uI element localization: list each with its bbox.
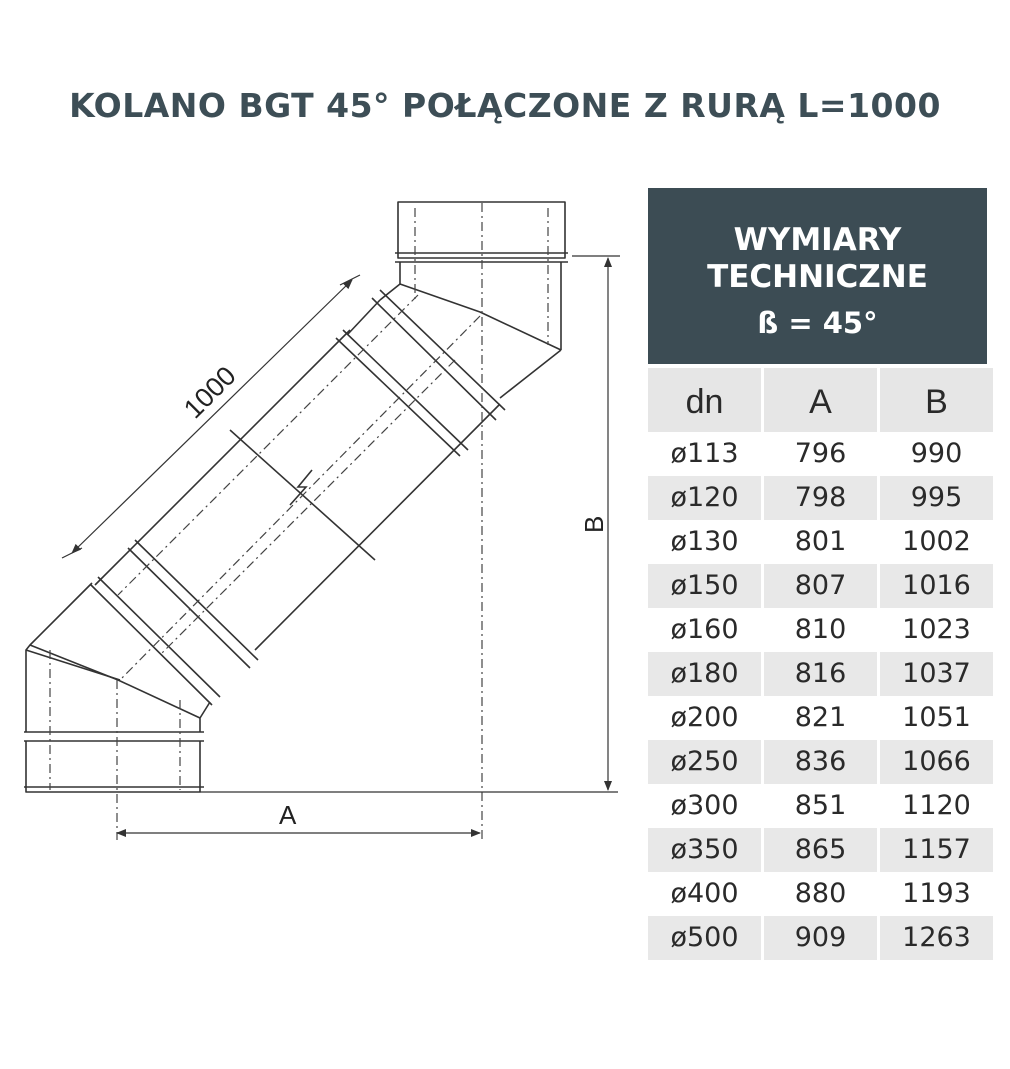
header-line-2: TECHNICZNE — [707, 259, 928, 295]
column-header-a: A — [764, 368, 877, 432]
dim-b-label: B — [579, 515, 609, 533]
cell-dn: ø150 — [648, 564, 761, 608]
cell-a: 836 — [764, 740, 877, 784]
cell-a: 801 — [794, 526, 847, 557]
technical-dimensions-header — [648, 188, 987, 364]
cell-b: 995 — [880, 476, 993, 520]
cell-dn: ø120 — [648, 476, 761, 520]
cell-a: 821 — [794, 702, 847, 733]
header-line-1: WYMIARY — [733, 222, 902, 258]
cell-dn: ø130 — [670, 526, 739, 557]
cell-b: 1002 — [902, 526, 971, 557]
cell-dn: ø160 — [670, 614, 739, 645]
cell-a: 909 — [764, 916, 877, 960]
header-angle: ß = 45° — [757, 306, 878, 340]
bottom-elbow — [26, 583, 210, 732]
cell-b: 1157 — [880, 828, 993, 872]
cell-b: 1193 — [902, 878, 971, 909]
cell-dn: ø200 — [670, 702, 739, 733]
cell-a: 851 — [794, 790, 847, 821]
cell-b: 1051 — [902, 702, 971, 733]
cell-dn: ø250 — [648, 740, 761, 784]
cell-a: 796 — [794, 438, 847, 469]
cell-a: 807 — [764, 564, 877, 608]
cell-b: 1120 — [902, 790, 971, 821]
dim-a-label: A — [279, 800, 297, 830]
cell-dn: ø350 — [648, 828, 761, 872]
cell-a: 880 — [794, 878, 847, 909]
cell-dn: ø300 — [670, 790, 739, 821]
column-header-b: B — [880, 368, 993, 432]
cell-a: 810 — [794, 614, 847, 645]
cell-b: 990 — [910, 438, 963, 469]
column-header-dn: dn — [648, 368, 761, 432]
cell-a: 798 — [764, 476, 877, 520]
cell-a: 816 — [764, 652, 877, 696]
cell-dn: ø400 — [670, 878, 739, 909]
cell-b: 1037 — [880, 652, 993, 696]
cell-dn: ø180 — [648, 652, 761, 696]
cell-b: 1066 — [880, 740, 993, 784]
length-label: 1000 — [178, 360, 242, 425]
dimensions-table — [648, 368, 987, 960]
main-pipe — [91, 290, 505, 705]
page-title: KOLANO BGT 45° POŁĄCZONE Z RURĄ L=1000 — [69, 86, 941, 125]
bottom-sleeve — [24, 732, 204, 792]
cell-b: 1016 — [880, 564, 993, 608]
cell-a: 865 — [764, 828, 877, 872]
cell-b: 1023 — [902, 614, 971, 645]
cell-b: 1263 — [880, 916, 993, 960]
cell-dn: ø500 — [648, 916, 761, 960]
cell-dn: ø113 — [670, 438, 739, 469]
